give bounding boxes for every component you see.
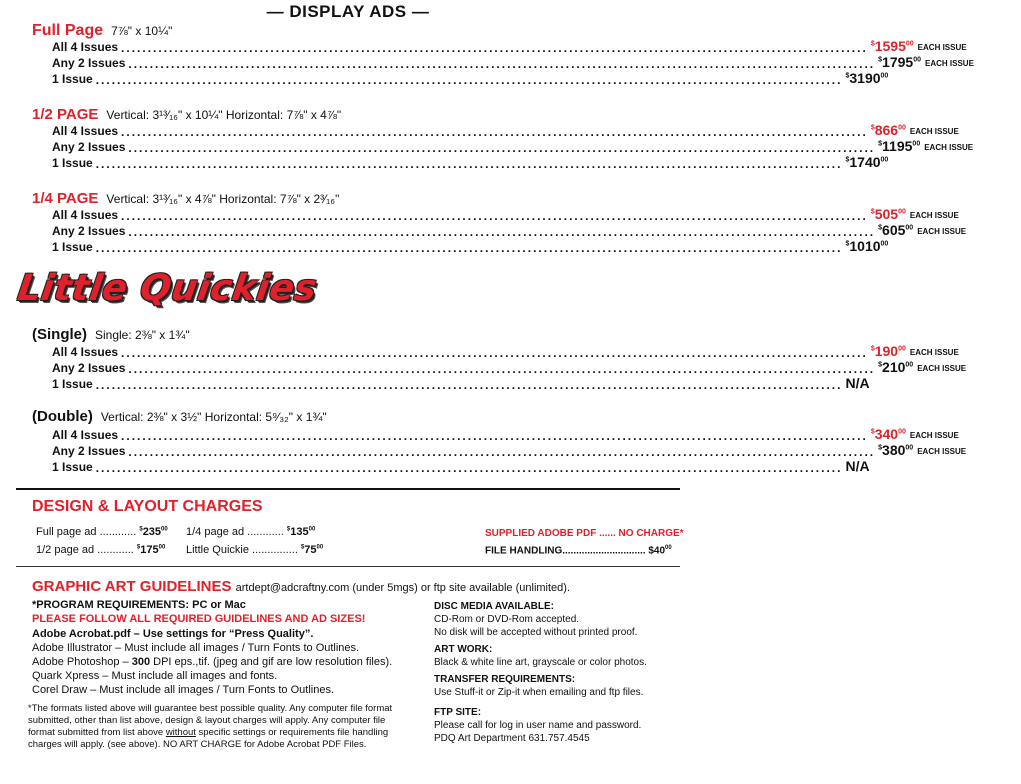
design-little-quickie: Little Quickie ............... $^{\$}75^{00}$ — [186, 544, 324, 556]
dot-leader: ............................................................................................................................................ — [128, 362, 876, 376]
follow-guidelines-notice: PLEASE FOLLOW ALL REQUIRED GUIDELINES AND AD SIZES! — [32, 613, 366, 625]
price-row-label: All 4 Issues — [52, 40, 119, 54]
price-row-label: 1 Issue — [52, 460, 93, 474]
illustrator-requirement: Adobe Illustrator – Must include all images / Turn Fonts to Outlines. — [32, 642, 360, 654]
each-issue-label: EACH ISSUE — [925, 59, 974, 68]
half-page-heading — [32, 106, 341, 123]
section-name: (Double) — [32, 408, 93, 425]
dot-leader: ............................................................................................................................................ — [95, 461, 843, 475]
guidelines-contact: artdept@adcraftny.com (under 5mgs) or ftp site available (unlimited). — [235, 582, 571, 594]
price-row — [52, 206, 959, 223]
price-row-label: All 4 Issues — [52, 208, 119, 222]
price-row — [52, 154, 889, 171]
guidelines-heading: GRAPHIC ART GUIDELINES artdept@adcraftny.com (under 5mgs) or ftp site available (unlimited). — [32, 578, 571, 595]
dot-leader: ............................................................................................................................................ — [128, 445, 876, 459]
price-value: $^{\$}340^{00}$ — [870, 426, 906, 442]
price-row-label: All 4 Issues — [52, 345, 119, 359]
each-issue-label: EACH ISSUE — [909, 127, 959, 136]
art-work-heading: ART WORK: — [434, 644, 493, 655]
double-heading — [32, 408, 327, 425]
each-issue-label: EACH ISSUE — [909, 348, 959, 357]
ftp-heading: FTP SITE: — [434, 707, 482, 718]
section-dims: Vertical: 3¹³⁄₁₆" x 4⅞" Horizontal: 7⅞" x 2³⁄₁₆" — [106, 192, 340, 206]
supplied-pdf-note: SUPPLIED ADOBE PDF ...... NO CHARGE* — [485, 528, 684, 539]
price-row-label: All 4 Issues — [52, 124, 119, 138]
dot-leader: ............................................................................................................................................ — [121, 429, 868, 443]
price-row — [52, 138, 974, 155]
each-issue-label: EACH ISSUE — [917, 227, 967, 236]
single-heading — [32, 326, 190, 343]
price-value: $1195$^{00}$ — [878, 138, 921, 154]
price-row-label: 1 Issue — [52, 377, 93, 391]
section-dims: Vertical: 2⅜" x 3½" Horizontal: 5⁹⁄₃₂" x 1¾" — [100, 410, 327, 424]
price-row-label: 1 Issue — [52, 240, 93, 254]
price-value: $^{\$}866^{00}$ — [870, 122, 906, 138]
price-row — [52, 122, 959, 139]
acrobat-requirement: Adobe Acrobat.pdf – Use settings for “Press Quality”. — [32, 628, 314, 640]
transfer-heading: TRANSFER REQUIREMENTS: — [434, 674, 576, 685]
section-name: 1/4 PAGE — [32, 190, 99, 207]
each-issue-label — [892, 84, 988, 86]
design-half-page: 1/2 page ad ............ $^{\$}175^{00}$ — [36, 544, 166, 556]
price-value: N/A — [845, 458, 870, 474]
section-dims: Vertical: 3¹³⁄₁₆" x 10¼" Horizontal: 7⅞" x 4⅞" — [106, 108, 342, 122]
price-row-label: Any 2 Issues — [52, 56, 126, 70]
price-row — [52, 426, 959, 443]
dot-leader: ............................................................................................................................................ — [95, 157, 843, 171]
design-charges-heading: DESIGN & LAYOUT CHARGES — [32, 498, 263, 515]
price-value: $^{\$}605^{00}$ — [878, 222, 914, 238]
section-dims: 7⅞" x 10¼" — [111, 24, 173, 38]
price-row — [52, 38, 967, 55]
each-issue-label — [892, 252, 988, 254]
section-divider — [16, 566, 680, 567]
price-row — [52, 442, 967, 459]
little-quickies-logo: Little Quickies — [15, 268, 320, 309]
price-row-label: All 4 Issues — [52, 428, 119, 442]
dot-leader: ............................................................................................................................................ — [128, 141, 876, 155]
art-work-line: Black & white line art, grayscale or color photos. — [434, 657, 647, 668]
dot-leader: ............................................................................................................................................ — [95, 241, 843, 255]
section-name: (Single) — [32, 326, 87, 343]
each-issue-label: EACH ISSUE — [909, 431, 959, 440]
section-name: Full Page — [32, 22, 104, 39]
ftp-line: PDQ Art Department 631.757.4545 — [434, 733, 590, 744]
price-row-label: Any 2 Issues — [52, 224, 126, 238]
price-row — [52, 222, 967, 239]
disc-media-line: CD-Rom or DVD-Rom accepted. — [434, 614, 580, 625]
quarter-page-heading — [32, 190, 339, 207]
each-issue-label: EACH ISSUE — [917, 364, 967, 373]
price-row — [52, 54, 974, 71]
price-row — [52, 70, 889, 87]
price-row-label: Any 2 Issues — [52, 361, 126, 375]
price-value: $1740$^{00}$ — [845, 154, 889, 170]
price-value: $^{\$}190^{00}$ — [870, 343, 906, 359]
each-issue-label — [874, 389, 970, 391]
price-row — [52, 375, 870, 392]
each-issue-label — [892, 168, 988, 170]
page-title: — DISPLAY ADS — — [266, 2, 430, 21]
each-issue-label: EACH ISSUE — [917, 447, 967, 456]
disc-media-line: No disk will be accepted without printed proof. — [434, 627, 638, 638]
price-value: $1595$^{00}$ — [870, 38, 914, 54]
formats-footnote: *The formats listed above will guarantee best possible quality. Any computer file format submitted, other than list above, design & layout charges will apply. Any computer file format submitted from list above without specific settings or requirements file handling charges will apply. (see above). NO ART CHARGE for Adobe Acrobat PDF Files. — [28, 703, 393, 750]
design-full-page: Full page ad ............ $^{\$}235^{00}$ — [36, 526, 168, 538]
design-quarter-page: 1/4 page ad ............ $^{\$}135^{00}$ — [186, 526, 316, 538]
section-divider — [16, 488, 680, 490]
price-row-label: Any 2 Issues — [52, 444, 126, 458]
each-issue-label: EACH ISSUE — [909, 211, 959, 220]
dot-leader: ............................................................................................................................................ — [95, 73, 843, 87]
price-row-label: 1 Issue — [52, 156, 93, 170]
price-value: $1795$^{00}$ — [878, 54, 921, 70]
photoshop-requirement: Adobe Photoshop – 300 DPI eps.,tif. (jpeg and gif are low resolution files). — [32, 656, 393, 668]
price-value: $3190$^{00}$ — [845, 70, 889, 86]
price-value: $^{\$}380^{00}$ — [878, 442, 914, 458]
section-dims: Single: 2⅜" x 1¾" — [95, 328, 190, 342]
quark-requirement: Quark Xpress – Must include all images and fonts. — [32, 670, 278, 682]
ftp-line: Please call for log in user name and password. — [434, 720, 642, 731]
disc-media-heading: DISC MEDIA AVAILABLE: — [434, 601, 554, 612]
price-row — [52, 343, 959, 360]
price-row — [52, 359, 967, 376]
price-value: N/A — [845, 375, 870, 391]
price-value: $1010$^{00}$ — [845, 238, 889, 254]
price-row — [52, 458, 870, 475]
price-value: $^{\$}210^{00}$ — [878, 359, 914, 375]
price-row-label: 1 Issue — [52, 72, 93, 86]
price-value: $^{\$}505^{00}$ — [870, 206, 906, 222]
section-name: 1/2 PAGE — [32, 106, 99, 123]
dot-leader: ............................................................................................................................................ — [128, 225, 876, 239]
corel-requirement: Corel Draw – Must include all images / Turn Fonts to Outlines. — [32, 684, 335, 696]
file-handling-fee: FILE HANDLING.............................. $\$40^{00}$ — [485, 545, 672, 557]
each-issue-label: EACH ISSUE — [924, 143, 974, 152]
dot-leader: ............................................................................................................................................ — [121, 209, 868, 223]
each-issue-label: EACH ISSUE — [917, 43, 967, 52]
transfer-line: Use Stuff-it or Zip-it when emailing and ftp files. — [434, 687, 644, 698]
dot-leader: ............................................................................................................................................ — [121, 125, 868, 139]
dot-leader: ............................................................................................................................................ — [121, 41, 868, 55]
dot-leader: ............................................................................................................................................ — [121, 346, 868, 360]
dot-leader: ............................................................................................................................................ — [95, 378, 843, 392]
each-issue-label — [874, 472, 970, 474]
dot-leader: ............................................................................................................................................ — [128, 57, 876, 71]
price-row — [52, 238, 889, 255]
program-requirements: *PROGRAM REQUIREMENTS: PC or Mac — [32, 599, 246, 611]
price-row-label: Any 2 Issues — [52, 140, 126, 154]
